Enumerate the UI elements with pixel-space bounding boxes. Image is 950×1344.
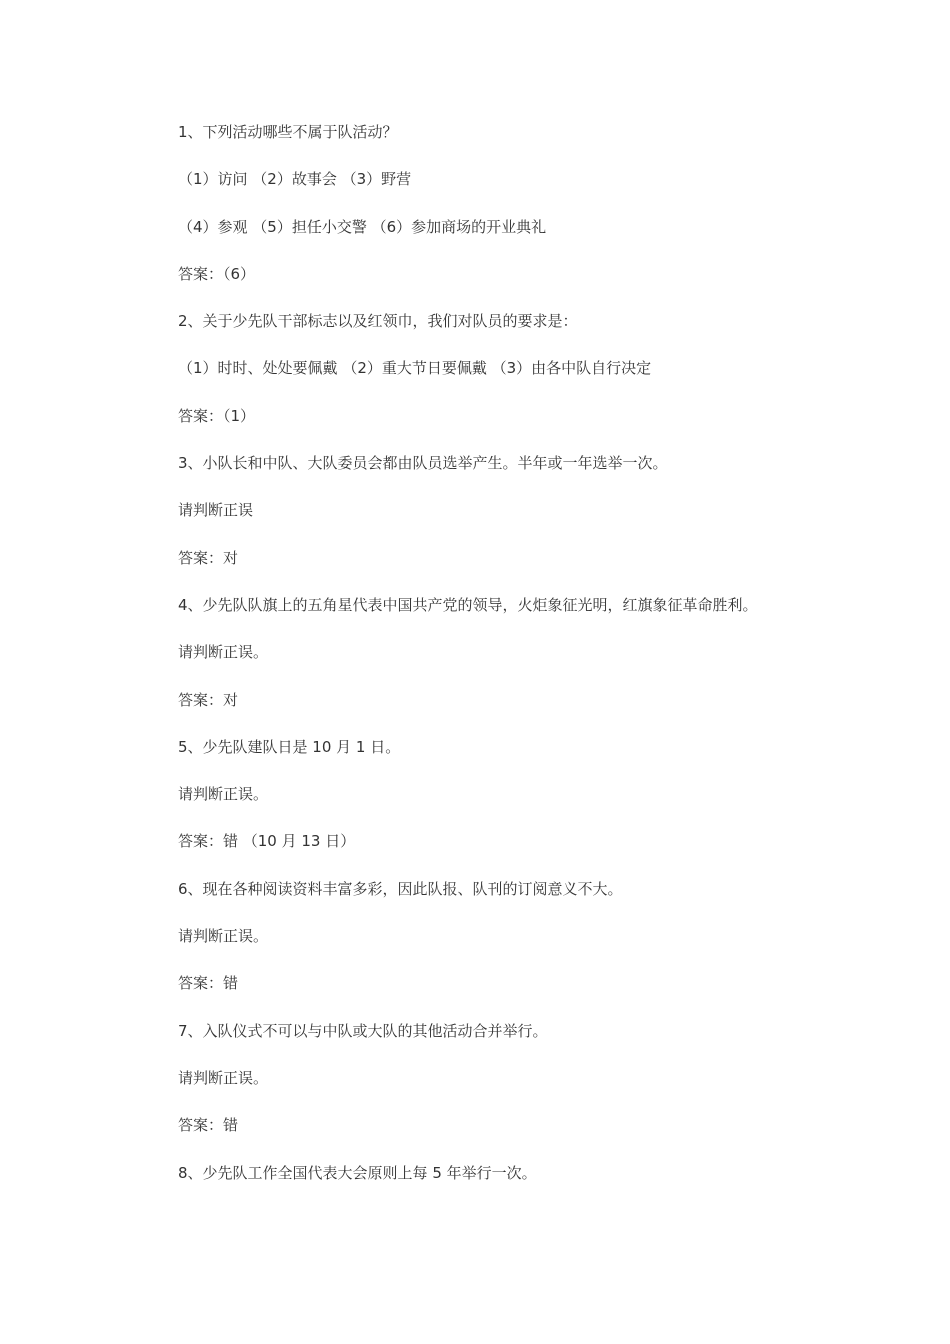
question-4: 4、少先队队旗上的五角星代表中国共产党的领导，火炬象征光明，红旗象征革命胜利。 bbox=[178, 595, 758, 614]
question-3-prompt: 请判断正误 bbox=[178, 501, 254, 520]
document-body bbox=[178, 122, 898, 1210]
question-4-answer: 答案：对 bbox=[178, 690, 239, 709]
question-2: 2、关于少先队干部标志以及红领巾，我们对队员的要求是： bbox=[178, 312, 578, 331]
question-8: 8、少先队工作全国代表大会原则上每 5 年举行一次。 bbox=[178, 1163, 537, 1182]
question-3: 3、小队长和中队、大队委员会都由队员选举产生。半年或一年选举一次。 bbox=[178, 454, 668, 473]
question-2-answer: 答案：（1） bbox=[178, 406, 256, 425]
question-6: 6、现在各种阅读资料丰富多彩，因此队报、队刊的订阅意义不大。 bbox=[178, 879, 623, 898]
question-5-answer: 答案：错 （10 月 13 日） bbox=[178, 832, 356, 851]
question-6-answer: 答案：错 bbox=[178, 974, 239, 993]
question-5-prompt: 请判断正误。 bbox=[178, 785, 269, 804]
question-1: 1、下列活动哪些不属于队活动？ bbox=[178, 123, 398, 141]
question-6-prompt: 请判断正误。 bbox=[178, 927, 269, 946]
question-1-answer: 答案：（6） bbox=[178, 264, 256, 283]
question-7: 7、入队仪式不可以与中队或大队的其他活动合并举行。 bbox=[178, 1021, 548, 1040]
question-7-answer: 答案：错 bbox=[178, 1116, 239, 1135]
question-1-options-b: （4）参观 （5）担任小交警 （6）参加商场的开业典礼 bbox=[178, 217, 547, 236]
question-4-prompt: 请判断正误。 bbox=[178, 643, 269, 662]
question-3-answer: 答案：对 bbox=[178, 548, 239, 567]
question-5: 5、少先队建队日是 10 月 1 日。 bbox=[178, 737, 401, 756]
question-1-options-a: （1）访问 （2）故事会 （3）野营 bbox=[178, 170, 412, 189]
question-7-prompt: 请判断正误。 bbox=[178, 1068, 269, 1087]
question-2-options: （1）时时、处处要佩戴 （2）重大节日要佩戴 （3）由各中队自行决定 bbox=[178, 359, 652, 378]
